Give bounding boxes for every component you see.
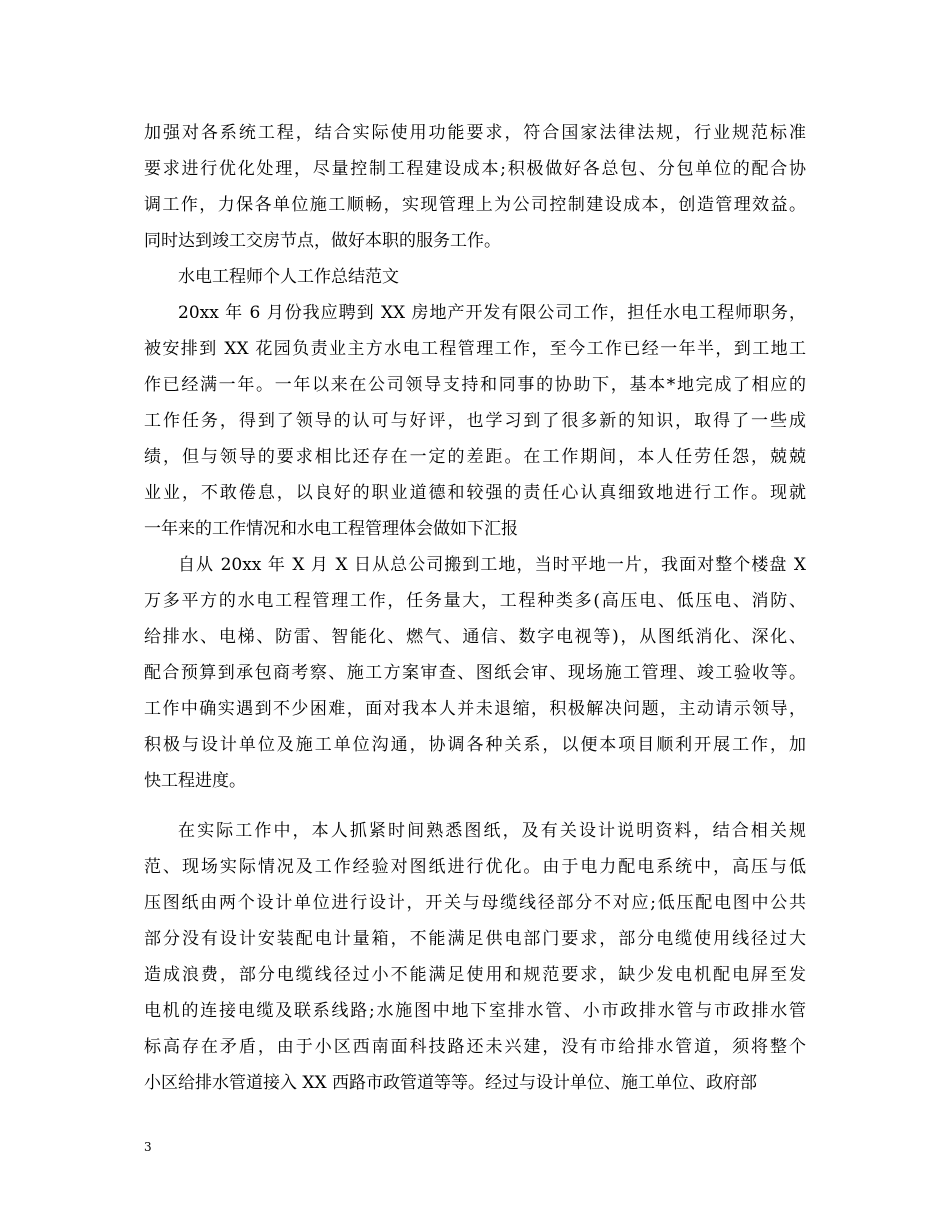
- text-line: 造成浪费，部分电缆线径过小不能满足使用和规范要求，缺少发电机配电屏至发: [144, 965, 806, 985]
- text-line: 20xx 年 6 月份我应聘到 XX 房地产开发有限公司工作，担任水电工程师职务，: [178, 303, 806, 323]
- paragraph: [144, 259, 806, 295]
- text-line: 工作中确实遇到不少困难，面对我本人并未退缩，积极解决问题，主动请示领导，: [144, 699, 806, 719]
- text-line: 部分没有设计安装配电计量箱，不能满足供电部门要求，部分电缆使用线径过大: [144, 929, 806, 949]
- text-line: 电机的连接电缆及联系线路;水施图中地下室排水管、小市政排水管与市政排水管: [144, 1001, 806, 1021]
- paragraph: [144, 115, 806, 259]
- text-line: 要求进行优化处理，尽量控制工程建设成本;积极做好各总包、分包单位的配合协: [144, 159, 806, 179]
- text-line: 范、现场实际情况及工作经验对图纸进行优化。由于电力配电系统中，高压与低: [144, 857, 806, 877]
- text-line: 积极与设计单位及施工单位沟通，协调各种关系，以便本项目顺利开展工作，加: [144, 735, 806, 755]
- text-line: 自从 20xx 年 X 月 X 日从总公司搬到工地，当时平地一片，我面对整个楼盘 X: [178, 555, 806, 575]
- page-number: 3: [144, 1140, 152, 1154]
- text-line: 绩，但与领导的要求相比还存在一定的差距。在工作期间，本人任劳任怨，兢兢: [144, 447, 806, 467]
- text-line: 水电工程师个人工作总结范文: [178, 267, 399, 287]
- paragraph: [144, 547, 806, 799]
- text-line: 标高存在矛盾，由于小区西南面科技路还未兴建，没有市给排水管道，须将整个: [144, 1037, 806, 1057]
- text-line: 在实际工作中，本人抓紧时间熟悉图纸，及有关设计说明资料，结合相关规: [178, 821, 806, 841]
- text-line: 给排水、电梯、防雷、智能化、燃气、通信、数字电视等)，从图纸消化、深化、: [144, 627, 806, 647]
- text-line: 调工作，力保各单位施工顺畅，实现管理上为公司控制建设成本，创造管理效益。: [144, 195, 806, 215]
- text-line: 工作任务，得到了领导的认可与好评，也学习到了很多新的知识，取得了一些成: [144, 411, 806, 431]
- text-line: 快工程进度。: [144, 771, 246, 791]
- text-line: 一年来的工作情况和水电工程管理体会做如下汇报: [144, 519, 518, 539]
- text-line: 配合预算到承包商考察、施工方案审查、图纸会审、现场施工管理、竣工验收等。: [144, 663, 806, 683]
- text-line: 压图纸由两个设计单位进行设计，开关与母缆线径部分不对应;低压配电图中公共: [144, 893, 806, 913]
- text-line: 业业，不敢倦息，以良好的职业道德和较强的责任心认真细致地进行工作。现就: [144, 483, 806, 503]
- paragraph-gap: [144, 799, 806, 813]
- text-line: 同时达到竣工交房节点，做好本职的服务工作。: [144, 231, 501, 251]
- text-line: 被安排到 XX 花园负责业主方水电工程管理工作，至今工作已经一年半，到工地工: [144, 339, 806, 359]
- text-line: 小区给排水管道接入 XX 西路市政管道等等。经过与设计单位、施工单位、政府部: [144, 1073, 758, 1093]
- paragraph: [144, 295, 806, 547]
- body-text: [144, 115, 806, 1101]
- text-line: 加强对各系统工程，结合实际使用功能要求，符合国家法律法规，行业规范标准: [144, 123, 806, 143]
- text-line: 作已经满一年。一年以来在公司领导支持和同事的协助下，基本*地完成了相应的: [144, 375, 806, 395]
- text-line: 万多平方的水电工程管理工作，任务量大，工程种类多(高压电、低压电、消防、: [144, 591, 806, 611]
- paragraph: [144, 813, 806, 1101]
